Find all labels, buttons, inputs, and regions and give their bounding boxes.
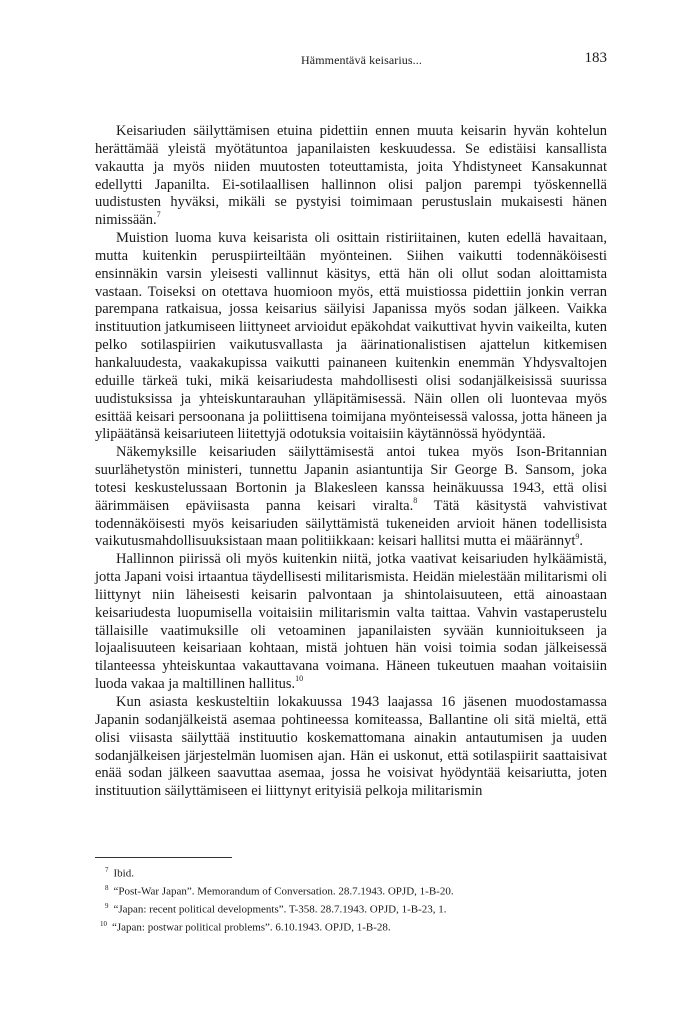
footnote-number: 10 xyxy=(100,920,107,929)
running-title: Hämmentävä keisarius... xyxy=(301,53,422,67)
footnote-8 xyxy=(95,881,607,899)
footnote-7 xyxy=(95,863,607,881)
footnote-number: 7 xyxy=(105,866,109,874)
paragraph-text-continued: Tätä käsitystä vahvistivat todennäköisesti myös keisariuden säilyttämistä tukeneiden arvioit hänen todellisista vaikutusmahdollisuuksistaan maan politiikkaan: keisari hallitsi mutta ei määrännyt xyxy=(95,497,607,550)
footnote-9 xyxy=(95,899,607,917)
paragraph-5 xyxy=(95,694,607,801)
footnote-number: 9 xyxy=(105,902,109,911)
paragraph-2 xyxy=(95,230,607,444)
footnote-text: Ibid. xyxy=(113,867,134,880)
paragraph-text: Kun asiasta keskusteltiin lokakuussa 1943 laajassa 16 jäsenen muodostamassa Japanin sodanjälkeistä asemaa pohtineessa komiteassa, Ballantine oli sitä mieltä, että olisi viisasta säilyttää instituutio koskemattomana ainakin antautumisen ja uuden sodanjälkeisen järjestelmän luomisen ajan. Hän ei uskonut, että sotilaspiirit saattaisivat enää sodan jälkeen saavuttaa asemaa, jossa he voisivat hyödyntää keisariutta, joten instituution säilyttämiseen ei liittynyt erityisiä pelkoja militarismin xyxy=(95,694,607,800)
footnote-ref-7: 7 xyxy=(156,210,161,220)
paragraph-text: Muistion luoma kuva keisarista oli osittain ristiriitainen, kuten edellä havaitaan, mutta kuitenkin peruspiirteiltään myönteinen. Siihen vaikutti todennäköisesti ensinnäkin varsin yleisesti vallinnut käsitys, että hän oli ollut sodan aloittamista vastaan. Toiseksi on otettava huomioon myös, että muistiossa pidettiin jonkin verran parempana ratkaisua, jossa keisarius säilyisi Japanissa myös sodan jälkeen. Vaikka instituution jatkumiseen liittyneet arvioidut epäkohdat vaikuttivat hyvin vaikeilta, kuten pelko sotilaspiirien vaikutusvallasta ja äärinationalistisen ajattelun kitkemisen hankaluudesta, vaakakupissa vaikutti painaneen kuitenkin enemmän Yhdysvaltojen eduille tärkeä tuki, mikä keisariudesta mahdollisesti olisi sodanjälkeisissä suurissa uudistuksissa ja yhteiskuntarauhan ylläpitämisessä. Näin ollen oli luontevaa myös esittää keisari persoonana ja poliittisena toimijana myönteisessä valossa, jotta häneen ja ylipäätänsä keisariuteen liitettyjä odotuksia voitaisiin käytännössä hyödyntää. xyxy=(95,230,607,443)
paragraph-text: Näkemyksille keisariuden säilyttämisestä antoi tukea myös Ison-Britannian suurlähetystön ministeri, tunnettu Japanin asiantuntija Sir George B. Sansom, joka totesi keskustelussaan Bortonin ja Blakesleen kanssa heinäkuussa 1943, että olisi äärimmäisen epäviisasta panna keisari viralta. xyxy=(95,444,607,514)
footnote-ref-10: 10 xyxy=(295,674,304,684)
footnote-text: “Japan: recent political developments”. T-358. 28.7.1943. OPJD, 1-B-23, 1. xyxy=(113,903,447,916)
paragraph-text: Keisariuden säilyttämisen etuina pidettiin ennen muuta keisarin hyvän kohtelun herättämää yleistä myötätuntoa japanilaisten keskuudessa. Se edistäisi kansallista vakautta ja myös niiden muutosten toteuttamista, joita Yhdistyneet Kansakunnat edellytti Japanilta. Ei-sotilaallisen hallinnon olisi paljon parempi työskennellä uudistusten hyväksi, mikäli se pystyisi toimimaan perustuslain mukaisesti hänen nimissään. xyxy=(95,123,607,229)
paragraph-3 xyxy=(95,444,607,551)
footnote-number: 8 xyxy=(105,884,109,893)
footnote-text: “Post-War Japan”. Memorandum of Conversation. 28.7.1943. OPJD, 1-B-20. xyxy=(113,885,454,898)
footnotes xyxy=(95,863,607,936)
footnote-divider xyxy=(95,857,232,858)
running-head xyxy=(116,50,607,70)
body-text xyxy=(95,123,607,801)
paragraph-1 xyxy=(95,123,607,230)
footnote-10 xyxy=(95,917,607,935)
paragraph-text: Hallinnon piirissä oli myös kuitenkin niitä, jotka vaativat keisariuden hylkäämistä, jotta Japani voisi irtaantua täydellisesti militarismista. Heidän mielestään militarismi oli liittynyt niin läheisesti keisarin palvontaan ja shintolaisuuteen, että ainoastaan keisariudesta luopumisella voitaisiin militarismin valta taittaa. Vahvin vastaperustelu tällaisille vaatimuksille oli vetoaminen japanilaisten syvään kunnioitukseen ja lojaalisuuteen keisariaan kohtaan, mistä johtuen hän voisi toimia sodan jälkeisessä tilanteessa yhteiskuntaa vakauttavana voimana. Häneen tukeutuen maahan voitaisiin luoda vakaa ja maltillinen hallitus. xyxy=(95,551,607,693)
page-number: 183 xyxy=(584,50,607,66)
paragraph-4 xyxy=(95,551,607,694)
footnote-ref-8: 8 xyxy=(413,495,418,505)
footnote-ref-9: 9 xyxy=(575,531,580,541)
footnote-text: “Japan: postwar political problems”. 6.10.1943. OPJD, 1-B-28. xyxy=(112,922,391,935)
paragraph-text-end: . xyxy=(579,533,584,550)
